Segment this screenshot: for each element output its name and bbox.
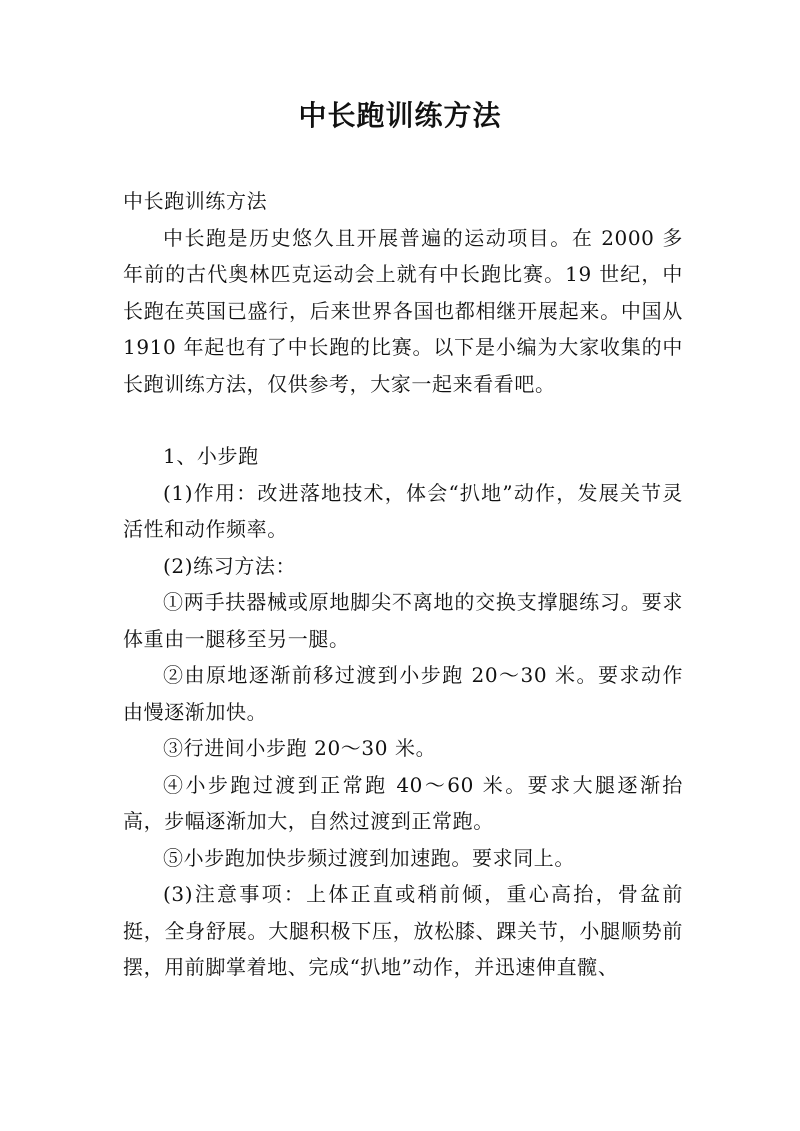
- method-step-1: ①两手扶器械或原地脚尖不离地的交换支撑腿练习。要求体重由一腿移至另一腿。: [123, 590, 683, 651]
- method-step-4: ④小步跑过渡到正常跑 40～60 米。要求大腿逐渐抬高，步幅逐渐加大，自然过渡到正常跑。: [123, 772, 683, 833]
- intro-paragraph: 中长跑是历史悠久且开展普遍的运动项目。在 2000 多年前的古代奥林匹克运动会上就有中长跑比赛。19 世纪，中长跑在英国已盛行，后来世界各国也都相继开展起来。中国从 1910 年起也有了中长跑的比赛。以下是小编为大家收集的中长跑训练方法，仅供参考，大家一起来看看吧。: [123, 225, 683, 396]
- method-step-3: ③行进间小步跑 20～30 米。: [163, 736, 437, 760]
- item-heading: 1、小步跑: [163, 444, 259, 468]
- section-heading: 中长跑训练方法: [123, 189, 268, 213]
- document-body: [123, 183, 683, 986]
- purpose-paragraph: (1)作用：改进落地技术，体会“扒地”动作，发展关节灵活性和动作频率。: [123, 480, 683, 541]
- method-step-5: ⑤小步跑加快步频过渡到加速跑。要求同上。: [163, 845, 575, 870]
- method-heading: (2)练习方法：: [163, 553, 297, 578]
- method-step-2: ②由原地逐渐前移过渡到小步跑 20～30 米。要求动作由慢逐渐加快。: [123, 663, 683, 724]
- document-title: 中长跑训练方法: [298, 99, 502, 132]
- notes-paragraph: (3)注意事项：上体正直或稍前倾，重心高抬，骨盆前挺，全身舒展。大腿积极下压，放松膝、踝关节，小腿顺势前摆，用前脚掌着地、完成“扒地”动作，并迅速伸直髋、: [123, 882, 683, 979]
- paragraph-spacer: [123, 402, 683, 438]
